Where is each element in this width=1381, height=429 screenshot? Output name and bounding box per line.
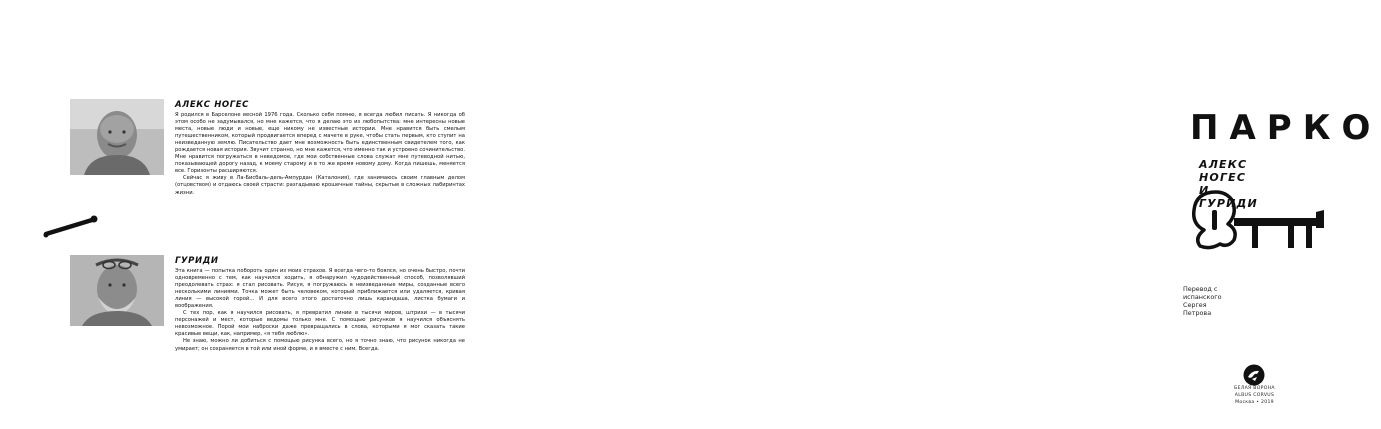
author-photo-guridi <box>70 255 164 326</box>
bio-paragraph: Эта книга — попытка побороть один из моих страхов. Я всегда чего-то боялся, но очень быстро, почти одновременно с тем, как научился ходить, я обнаружил чудодейственный способ, позволявший преодолевать страх: я стал рисовать. Рисуя, я погружаюсь в неизведанные миры, созданные всего несколькими линиями. Точка может быть человеком, который приближается или удаляется, кривая линия — высокой горой… И для всего этого достаточно лишь карандаша, листка бумаги и воображения. <box>175 268 465 310</box>
stick-doodle-icon <box>42 212 100 240</box>
author-name-guridi: ГУРИДИ <box>175 256 219 266</box>
author-bio-guridi <box>175 268 465 353</box>
publisher-name-latin: ALBUS CORVUS <box>1234 393 1275 398</box>
guitar-dog-doodle-icon <box>1188 188 1328 250</box>
portrait-icon <box>70 99 164 175</box>
bio-paragraph: С тех пор, как я научился рисовать, я превратил линии в тысячи миров, штрихи — в тысячи персонажей и мест, которые ведомы только мне. С помощью рисунков я научился объяснять невозможное. Порой мои наброски даже превращались в слова, которыми я мог сказать такие красивые вещи, как, например, «я тебя люблю». <box>175 310 465 338</box>
portrait-icon <box>70 255 164 326</box>
crow-logo-icon <box>1243 364 1265 386</box>
bio-paragraph: Я родился в Барселоне весной 1976 года. Сколько себя помню, я всегда любил писать. Я никогда об этом особо не задумывался, но мне кажется, что я делаю это из любопытства: мне интересны новые места, новые люди и новые, еще никому не известные истории. Мне нравится быть смелым путешественником, который продвигается вперед с мачете в руке, чтобы стать первым, кто ступит на неизведанную землю. Писательство дает мне возможность быть единственным свидетелем того, как рождается новая история. Звучит странно, но мне кажется, что именно так и устроено сочинительство. Мне нравится погружаться в неведомое, где мои собственные слова служат мне путеводной нитью, показывающей дорогу назад, к моему старому и в то же время новому дому. Когда пишешь, меняется все. Горизонты расширяются. <box>175 112 465 175</box>
book-authors: АЛЕКС НОГЕС И ГУРИДИ <box>1199 158 1258 210</box>
publisher-name-ru: БЕЛАЯ ВОРОНА <box>1234 386 1275 391</box>
author-name-noges: АЛЕКС НОГЕС <box>175 100 249 110</box>
author-bio-noges <box>175 112 465 197</box>
bio-paragraph: Сейчас я живу в Ла-Бисбаль-дель-Ампурдан (Каталония), где занимаюсь своим главным делом (отцовством) и отдаюсь своей страсти: разгадываю крошечные тайны, скрытые в сложных лабиринтах жизни. <box>175 175 465 196</box>
book-title: ПАРКО <box>1190 108 1381 148</box>
author-photo-noges <box>70 99 164 175</box>
publisher-place-year: Москва • 2019 <box>1235 400 1274 405</box>
translation-credit: Перевод с испанского Сергея Петрова <box>1183 285 1222 317</box>
right-page <box>500 0 1381 429</box>
left-page <box>0 0 500 429</box>
bio-paragraph: Не знаю, можно ли добиться с помощью рисунка всего, но я точно знаю, что рисунок никогда не умирает; он сохраняется в той или иной форме, и я вместе с ним. Всегда. <box>175 338 465 352</box>
